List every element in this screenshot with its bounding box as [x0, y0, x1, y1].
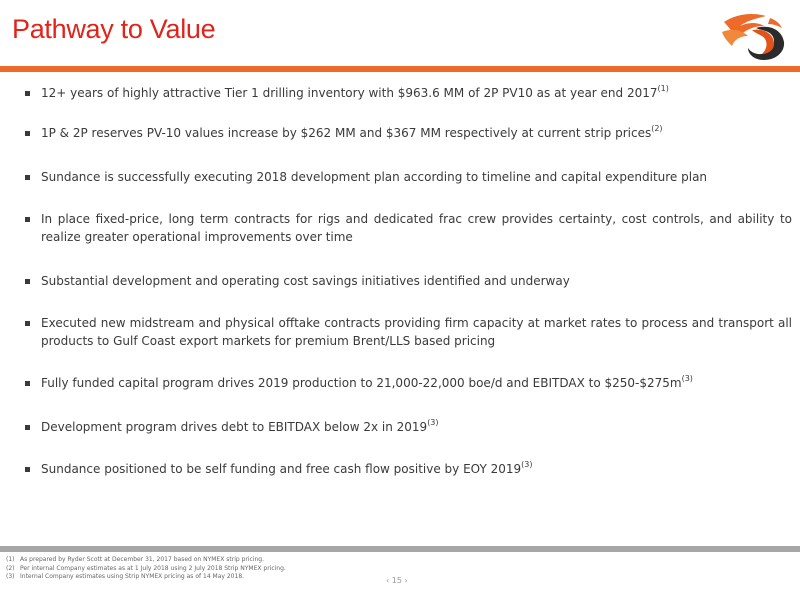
footnote-text: As prepared by Ryder Scott at December 31, 2017 based on NYMEX strip pricing.	[20, 556, 264, 563]
footer-divider-bar	[0, 546, 800, 552]
footnote-list	[6, 556, 286, 582]
footnote-number: (2)	[6, 564, 15, 572]
page-number-value: 15	[391, 576, 402, 585]
footnote	[6, 573, 286, 582]
bullet-item	[24, 314, 792, 350]
bullet-item	[24, 124, 792, 142]
page-number: ‹ 15 ›	[386, 576, 408, 585]
sundance-flame-logo-icon	[718, 8, 790, 66]
footnote-ref: (1)	[657, 84, 669, 93]
bullet-item	[24, 84, 792, 102]
bullet-item	[24, 460, 792, 478]
bullet-text: Sundance positioned to be self funding and free cash flow positive by EOY 2019	[41, 462, 522, 476]
footnote-text: Per internal Company estimates as at 1 July 2018 using 2 July 2018 Strip NYMEX pricing.	[20, 564, 286, 572]
footnote-ref: (3)	[427, 418, 439, 427]
bullet-text: Sundance is successfully executing 2018 development plan according to timeline and capital expenditure plan	[41, 170, 708, 184]
bullet-item	[24, 168, 792, 186]
bullet-item	[24, 210, 792, 246]
bullet-item	[24, 374, 792, 392]
footnote-ref: (3)	[521, 460, 533, 469]
bullet-text: 1P & 2P reserves PV-10 values increase by $262 MM and $367 MM respectively at current strip prices	[41, 126, 652, 140]
footnote	[6, 556, 286, 565]
bullet-text: 12+ years of highly attractive Tier 1 drilling inventory with $963.6 MM of 2P PV10 as at year end 2017	[41, 86, 658, 100]
title-underline-bar	[0, 66, 800, 72]
footnote-ref: (2)	[651, 124, 663, 133]
bullet-item	[24, 418, 792, 436]
footnote	[6, 565, 286, 574]
footnote-text: Internal Company estimates using Strip NYMEX pricing as of 14 May 2018.	[20, 573, 245, 580]
footnote-number: (3)	[6, 573, 15, 580]
slide-title: Pathway to Value	[12, 14, 216, 44]
bullet-item	[24, 272, 792, 290]
bullet-text: Executed new midstream and physical offtake contracts providing firm capacity at market rates to process and transport all products to Gulf Coast export markets for premium Brent/LLS based pricing	[41, 316, 792, 348]
footnote-ref: (3)	[681, 374, 693, 383]
bullet-text: Development program drives debt to EBITDAX below 2x in 2019	[41, 420, 428, 434]
bullet-text: Substantial development and operating cost savings initiatives identified and underway	[41, 274, 570, 288]
bullet-text: In place fixed-price, long term contracts for rigs and dedicated frac crew provides certainty, cost controls, and ability to realize greater operational improvements over time	[41, 212, 792, 244]
bullet-text: Fully funded capital program drives 2019 production to 21,000-22,000 boe/d and EBITDAX to $250-$275m	[41, 376, 682, 390]
footnote-number: (1)	[6, 556, 15, 563]
